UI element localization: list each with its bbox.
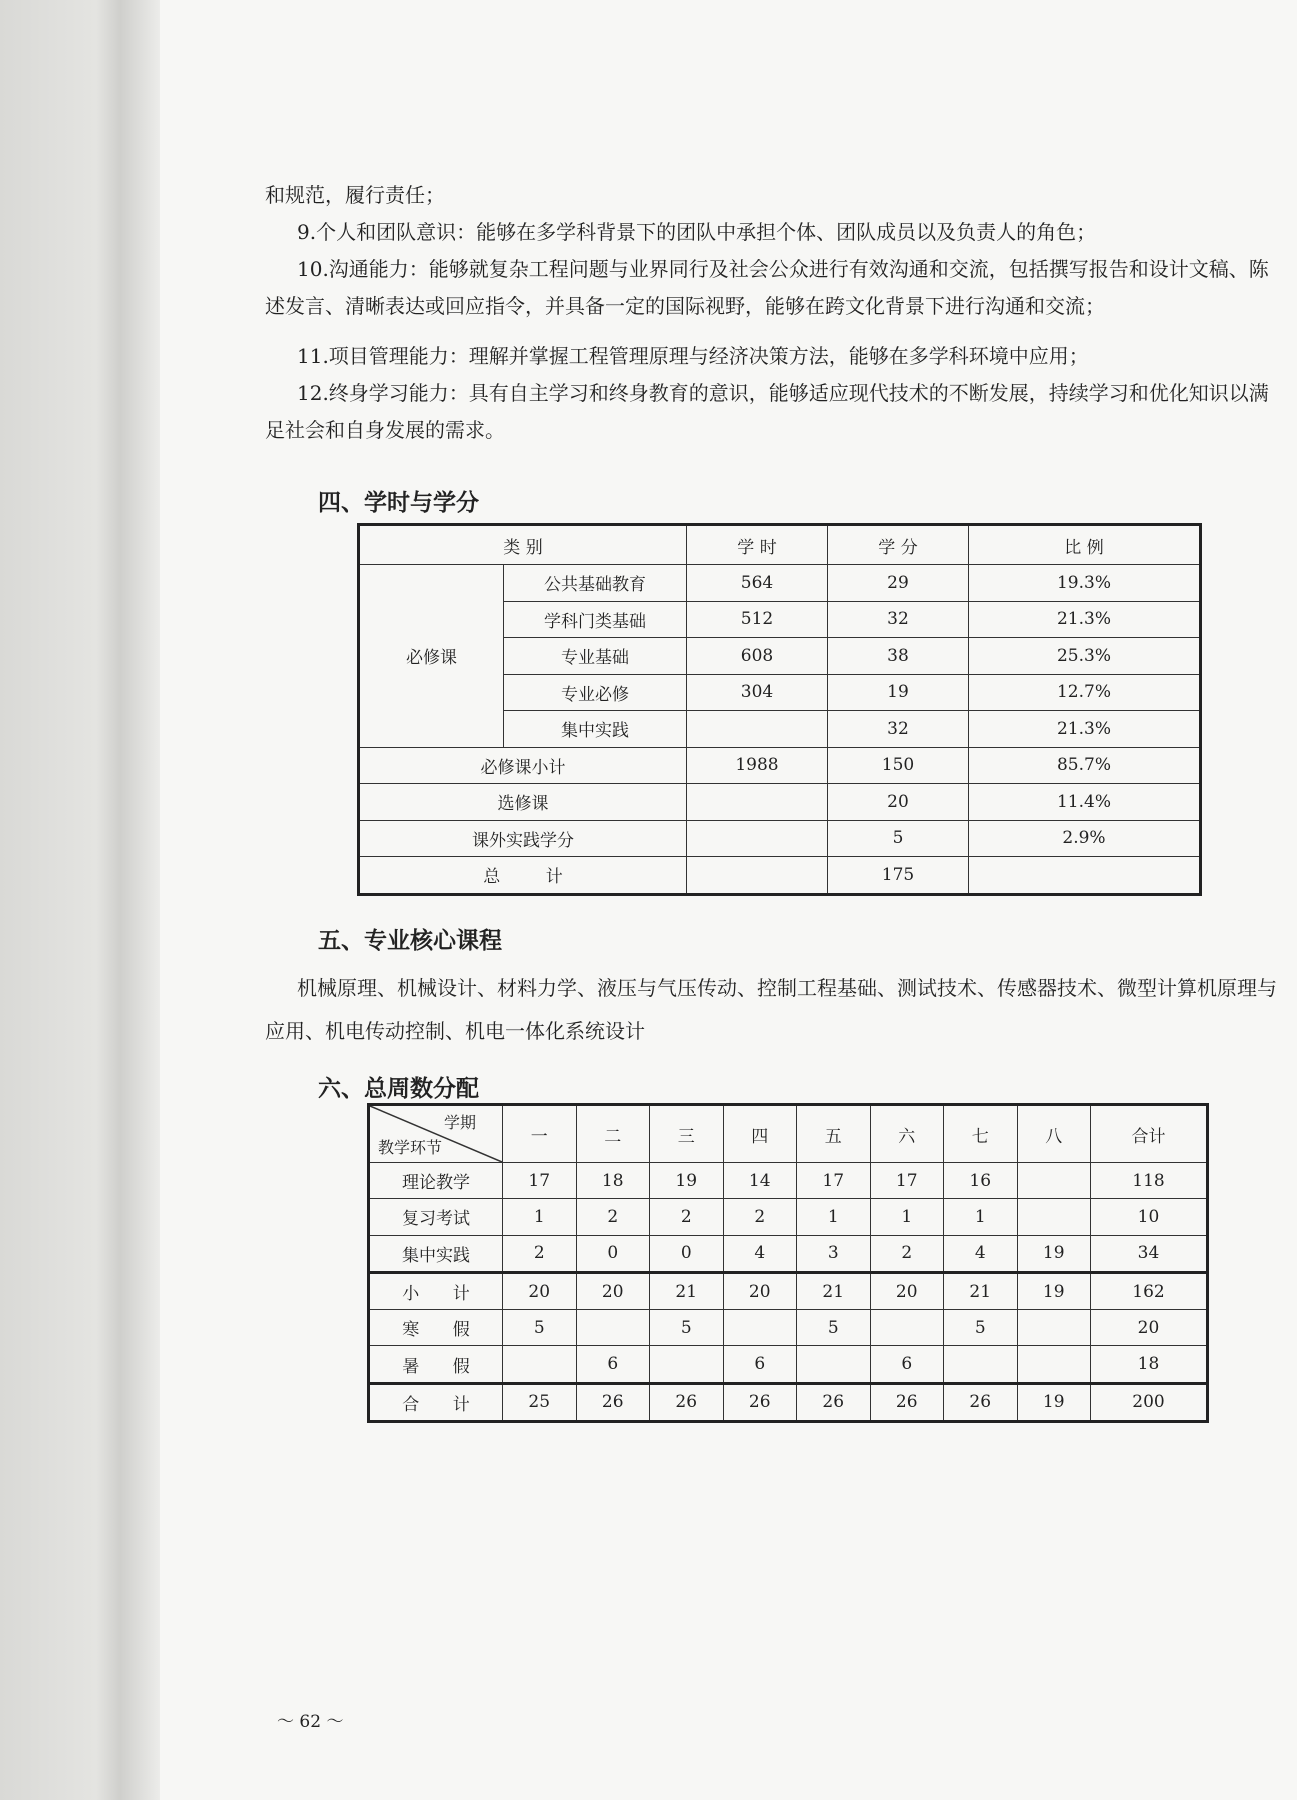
hours-cell: 564 <box>687 565 828 602</box>
week-cell <box>1017 1310 1091 1346</box>
row-label: 暑 假 <box>369 1346 503 1383</box>
week-cell: 5 <box>797 1310 871 1346</box>
section-heading: 四、学时与学分 <box>318 489 479 516</box>
section-heading: 六、总周数分配 <box>318 1075 479 1102</box>
week-cell: 19 <box>1017 1383 1091 1421</box>
week-cell: 17 <box>797 1163 871 1199</box>
credits-cell: 32 <box>828 711 969 748</box>
week-cell: 26 <box>576 1383 650 1421</box>
credits-cell: 32 <box>828 601 969 638</box>
category-cell: 总 计 <box>359 857 687 895</box>
row-label: 寒 假 <box>369 1310 503 1346</box>
hours-cell: 304 <box>687 674 828 711</box>
credits-cell: 19 <box>828 674 969 711</box>
table-row <box>369 1383 1208 1421</box>
row-label: 合 计 <box>369 1383 503 1421</box>
table-row <box>369 1235 1208 1272</box>
category-cell: 专业必修 <box>504 674 687 711</box>
week-cell <box>650 1346 724 1383</box>
paragraph: 12.终身学习能力：具有自主学习和终身教育的意识，能够适应现代技术的不断发展，持续学习和优化知识以满足社会和自身发展的需求。 <box>265 381 1269 442</box>
week-cell: 2 <box>870 1235 944 1272</box>
header-cell: 类 别 <box>359 525 687 565</box>
category-cell: 公共基础教育 <box>504 565 687 602</box>
category-cell: 课外实践学分 <box>359 820 687 857</box>
week-cell: 26 <box>723 1383 797 1421</box>
category-cell: 专业基础 <box>504 638 687 675</box>
hours-cell: 512 <box>687 601 828 638</box>
week-cell: 34 <box>1091 1235 1208 1272</box>
week-cell: 20 <box>870 1272 944 1309</box>
category-cell: 必修课小计 <box>359 747 687 784</box>
row-label: 小 计 <box>369 1272 503 1309</box>
credits-cell: 5 <box>828 820 969 857</box>
table-row <box>369 1346 1208 1383</box>
week-cell: 2 <box>503 1235 577 1272</box>
week-cell: 1 <box>797 1199 871 1235</box>
week-cell: 20 <box>723 1272 797 1309</box>
week-cell: 162 <box>1091 1272 1208 1309</box>
ratio-cell: 25.3% <box>969 638 1201 675</box>
weeks-distribution-table <box>367 1103 1209 1423</box>
week-cell: 0 <box>576 1235 650 1272</box>
row-label: 集中实践 <box>369 1235 503 1272</box>
table-row <box>359 820 1201 857</box>
core-courses-text: 机械原理、机械设计、材料力学、液压与气压传动、控制工程基础、测试技术、传感器技术、微型计算机原理与应用、机电传动控制、机电一体化系统设计 <box>265 976 1277 1043</box>
week-cell: 20 <box>1091 1310 1208 1346</box>
ratio-cell: 21.3% <box>969 601 1201 638</box>
section-heading: 五、专业核心课程 <box>318 927 502 954</box>
row-label: 复习考试 <box>369 1199 503 1235</box>
week-cell: 16 <box>944 1163 1018 1199</box>
week-cell: 6 <box>576 1346 650 1383</box>
diagonal-header-cell <box>369 1105 503 1163</box>
week-cell: 18 <box>576 1163 650 1199</box>
week-cell <box>1017 1346 1091 1383</box>
book-binding <box>0 0 160 1800</box>
column-header: 八 <box>1017 1105 1091 1163</box>
hours-cell: 608 <box>687 638 828 675</box>
week-cell: 1 <box>503 1199 577 1235</box>
week-cell: 2 <box>650 1199 724 1235</box>
week-cell: 10 <box>1091 1199 1208 1235</box>
column-header: 合计 <box>1091 1105 1208 1163</box>
week-cell <box>1017 1199 1091 1235</box>
table-row <box>369 1199 1208 1235</box>
week-cell <box>503 1346 577 1383</box>
week-cell: 21 <box>944 1272 1018 1309</box>
column-header: 五 <box>797 1105 871 1163</box>
week-cell <box>870 1310 944 1346</box>
week-cell: 19 <box>650 1163 724 1199</box>
hours-cell: 1988 <box>687 747 828 784</box>
category-cell: 集中实践 <box>504 711 687 748</box>
column-header: 二 <box>576 1105 650 1163</box>
table-row <box>359 784 1201 821</box>
corner-bottom-label: 教学环节 <box>378 1138 443 1157</box>
week-cell: 19 <box>1017 1235 1091 1272</box>
week-cell <box>723 1310 797 1346</box>
hours-cell <box>687 857 828 895</box>
paragraph: 9.个人和团队意识：能够在多学科背景下的团队中承担个体、团队成员以及负责人的角色； <box>297 220 1097 244</box>
week-cell: 17 <box>870 1163 944 1199</box>
week-cell: 0 <box>650 1235 724 1272</box>
week-cell: 4 <box>723 1235 797 1272</box>
table-row <box>359 857 1201 895</box>
category-cell: 学科门类基础 <box>504 601 687 638</box>
credits-cell: 20 <box>828 784 969 821</box>
week-cell: 26 <box>870 1383 944 1421</box>
week-cell: 20 <box>503 1272 577 1309</box>
week-cell: 2 <box>723 1199 797 1235</box>
week-cell: 18 <box>1091 1346 1208 1383</box>
column-header: 四 <box>723 1105 797 1163</box>
week-cell: 5 <box>503 1310 577 1346</box>
week-cell: 5 <box>650 1310 724 1346</box>
week-cell: 5 <box>944 1310 1018 1346</box>
ratio-cell <box>969 857 1201 895</box>
column-header: 七 <box>944 1105 1018 1163</box>
column-header: 一 <box>503 1105 577 1163</box>
week-cell <box>797 1346 871 1383</box>
column-header: 六 <box>870 1105 944 1163</box>
table-header-row <box>359 525 1201 565</box>
week-cell: 200 <box>1091 1383 1208 1421</box>
category-cell: 选修课 <box>359 784 687 821</box>
table-row <box>369 1272 1208 1309</box>
week-cell: 6 <box>723 1346 797 1383</box>
table-row <box>369 1163 1208 1199</box>
week-cell: 4 <box>944 1235 1018 1272</box>
paragraph: 和规范，履行责任； <box>265 183 445 207</box>
ratio-cell: 19.3% <box>969 565 1201 602</box>
week-cell <box>576 1310 650 1346</box>
week-cell: 21 <box>797 1272 871 1309</box>
week-cell: 21 <box>650 1272 724 1309</box>
header-cell: 学 时 <box>687 525 828 565</box>
week-cell: 17 <box>503 1163 577 1199</box>
table-row <box>359 565 1201 602</box>
row-label: 理论教学 <box>369 1163 503 1199</box>
hours-cell <box>687 711 828 748</box>
paragraph: 11.项目管理能力：理解并掌握工程管理原理与经济决策方法，能够在多学科环境中应用； <box>297 344 1089 368</box>
table-header-row <box>369 1105 1208 1163</box>
week-cell: 25 <box>503 1383 577 1421</box>
header-cell: 学 分 <box>828 525 969 565</box>
week-cell: 3 <box>797 1235 871 1272</box>
credits-cell: 150 <box>828 747 969 784</box>
column-header: 三 <box>650 1105 724 1163</box>
credits-cell: 175 <box>828 857 969 895</box>
table-row <box>369 1310 1208 1346</box>
week-cell: 26 <box>797 1383 871 1421</box>
ratio-cell: 12.7% <box>969 674 1201 711</box>
week-cell: 2 <box>576 1199 650 1235</box>
credits-cell: 29 <box>828 565 969 602</box>
group-cell: 必修课 <box>359 565 504 748</box>
credits-cell: 38 <box>828 638 969 675</box>
corner-top-label: 学期 <box>443 1113 476 1132</box>
header-cell: 比 例 <box>969 525 1201 565</box>
table-row <box>359 747 1201 784</box>
week-cell: 6 <box>870 1346 944 1383</box>
week-cell: 26 <box>944 1383 1018 1421</box>
hours-cell <box>687 784 828 821</box>
ratio-cell: 21.3% <box>969 711 1201 748</box>
ratio-cell: 85.7% <box>969 747 1201 784</box>
ratio-cell: 11.4% <box>969 784 1201 821</box>
week-cell: 19 <box>1017 1272 1091 1309</box>
week-cell: 26 <box>650 1383 724 1421</box>
week-cell: 1 <box>944 1199 1018 1235</box>
page-number: ～ 62 ～ <box>277 1712 344 1732</box>
credit-hours-table <box>357 523 1202 896</box>
week-cell <box>1017 1163 1091 1199</box>
paragraph: 10.沟通能力：能够就复杂工程问题与业界同行及社会公众进行有效沟通和交流，包括撰写报告和设计文稿、陈述发言、清晰表达或回应指令，并具备一定的国际视野，能够在跨文化背景下进行沟通和交流； <box>265 257 1269 318</box>
week-cell: 1 <box>870 1199 944 1235</box>
hours-cell <box>687 820 828 857</box>
week-cell: 20 <box>576 1272 650 1309</box>
week-cell: 14 <box>723 1163 797 1199</box>
week-cell <box>944 1346 1018 1383</box>
week-cell: 118 <box>1091 1163 1208 1199</box>
ratio-cell: 2.9% <box>969 820 1201 857</box>
